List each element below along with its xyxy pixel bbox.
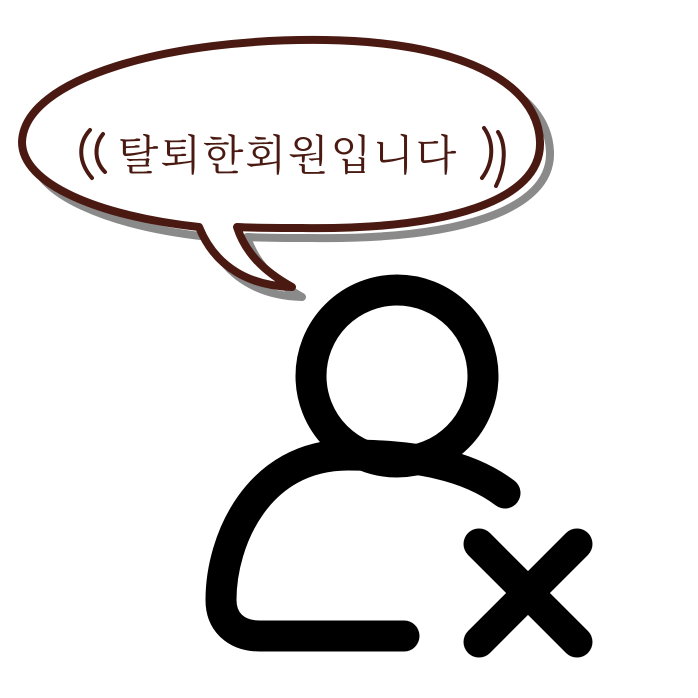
user-body	[221, 455, 505, 636]
user-head	[311, 290, 483, 462]
user-remove-icon	[221, 290, 577, 642]
close-icon	[479, 544, 577, 642]
speech-bubble-text: 탈퇴한회원입니다	[117, 131, 459, 180]
speech-bubble	[22, 40, 550, 297]
